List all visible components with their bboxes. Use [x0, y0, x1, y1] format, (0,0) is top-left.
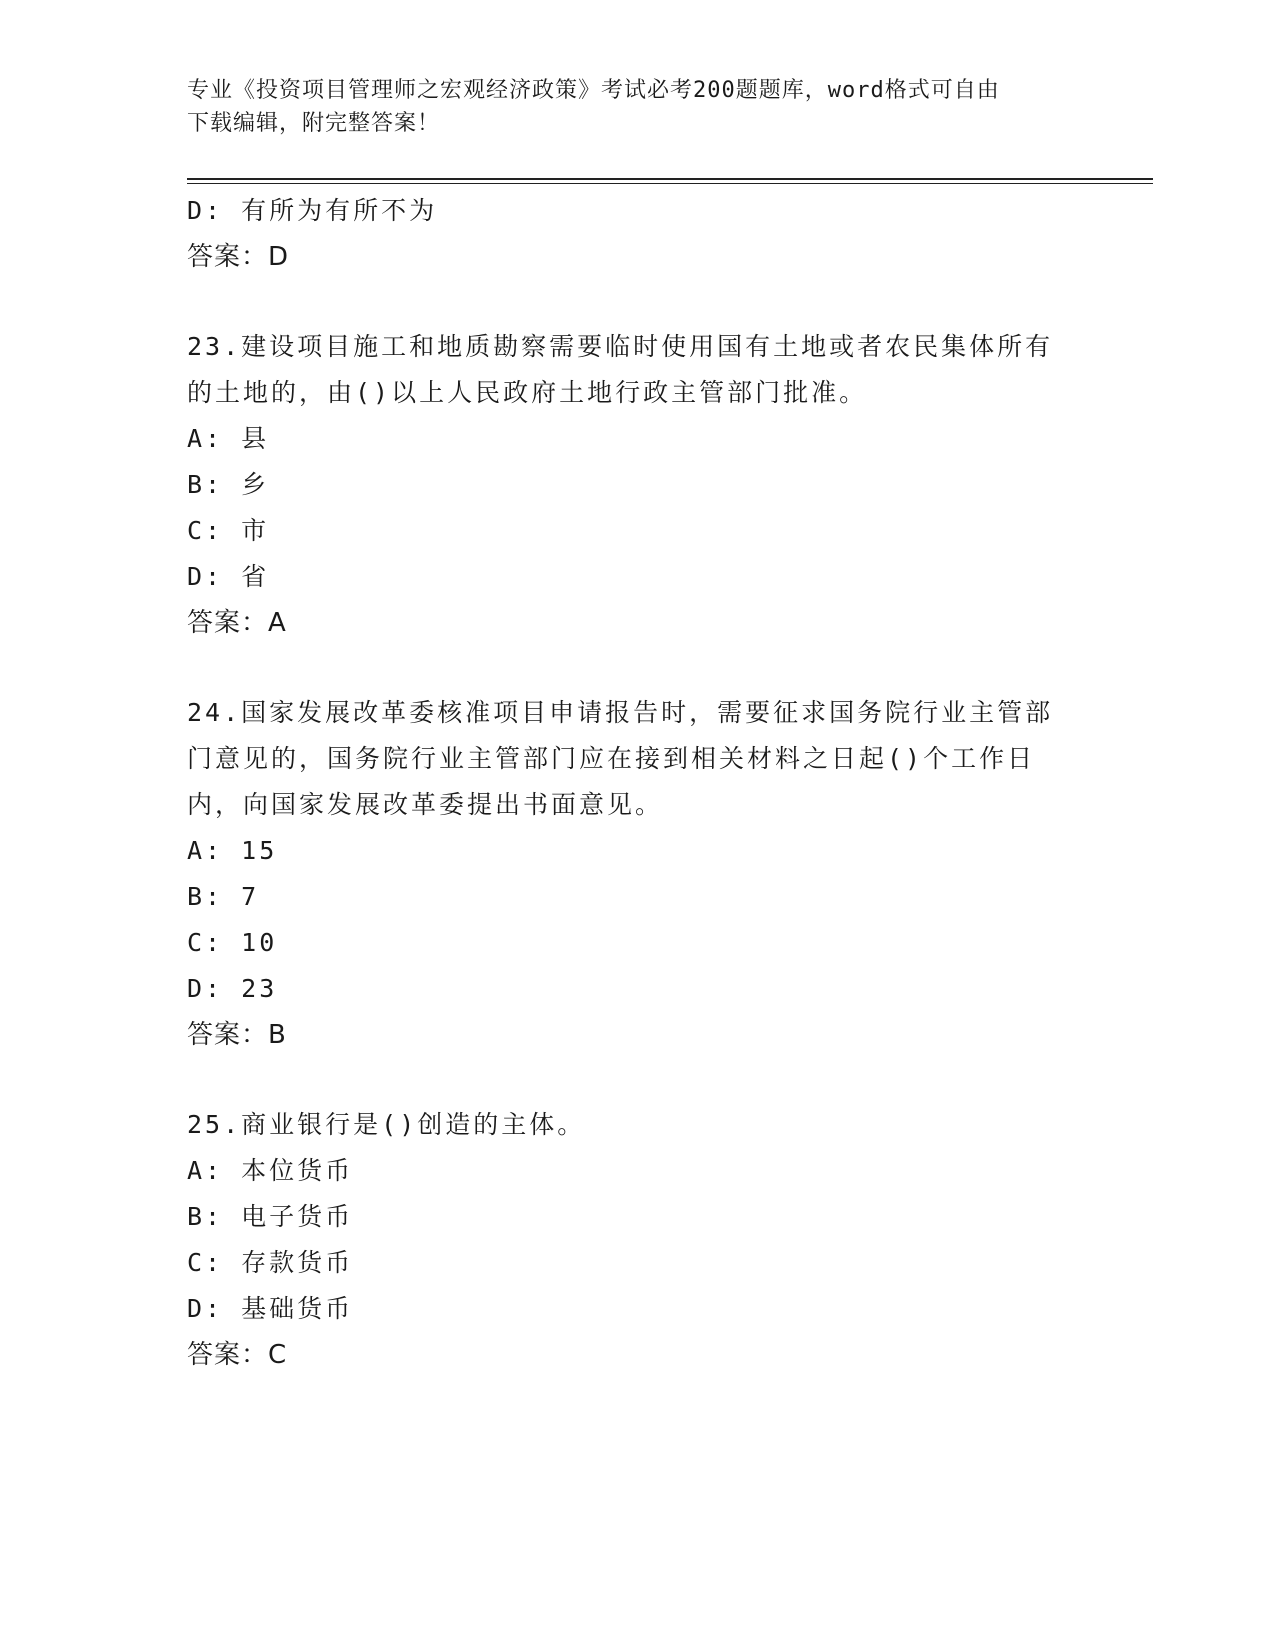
- header-divider-thin: [187, 183, 1153, 184]
- question-25: [187, 1102, 1087, 1378]
- spacer: [187, 280, 1087, 324]
- header-line-1: 专业《投资项目管理师之宏观经济政策》考试必考200题题库，word格式可自由: [187, 78, 1000, 103]
- header-divider-thick: [187, 178, 1153, 180]
- document-header: [187, 74, 1087, 140]
- question-list: [187, 188, 1087, 1378]
- question-stem-line: 内，向国家发展改革委提出书面意见。: [187, 790, 664, 819]
- answer: 答案：A: [187, 608, 287, 638]
- option-d: D: 省: [187, 562, 270, 591]
- option-c: C: 存款货币: [187, 1248, 354, 1277]
- option-d: D: 23: [187, 974, 278, 1003]
- answer: 答案：B: [187, 1020, 287, 1050]
- question-stem-line: 25.商业银行是()创造的主体。: [187, 1110, 586, 1139]
- question-23: [187, 324, 1087, 646]
- question-stem-line: 门意见的，国务院行业主管部门应在接到相关材料之日起()个工作日: [187, 744, 1036, 773]
- answer: 答案：C: [187, 1340, 288, 1370]
- option-b: B: 乡: [187, 470, 270, 499]
- question-stem-line: 24.国家发展改革委核准项目申请报告时，需要征求国务院行业主管部: [187, 698, 1054, 727]
- option-a: A: 本位货币: [187, 1156, 354, 1185]
- option-b: B: 7: [187, 882, 260, 911]
- option-d: D: 基础货币: [187, 1294, 354, 1323]
- option-c: C: 10: [187, 928, 278, 957]
- question-24: [187, 690, 1087, 1058]
- option-c: C: 市: [187, 516, 270, 545]
- option-a: A: 15: [187, 836, 278, 865]
- question-stem-line: 的土地的，由()以上人民政府土地行政主管部门批准。: [187, 378, 868, 407]
- carryover-answer: 答案：D: [187, 242, 290, 272]
- header-line-2: 下载编辑，附完整答案！: [187, 111, 441, 136]
- spacer: [187, 646, 1087, 690]
- spacer: [187, 1058, 1087, 1102]
- carryover-option-d: D: 有所为有所不为: [187, 196, 438, 225]
- question-stem-line: 23.建设项目施工和地质勘察需要临时使用国有土地或者农民集体所有: [187, 332, 1054, 361]
- option-b: B: 电子货币: [187, 1202, 354, 1231]
- option-a: A: 县: [187, 424, 270, 453]
